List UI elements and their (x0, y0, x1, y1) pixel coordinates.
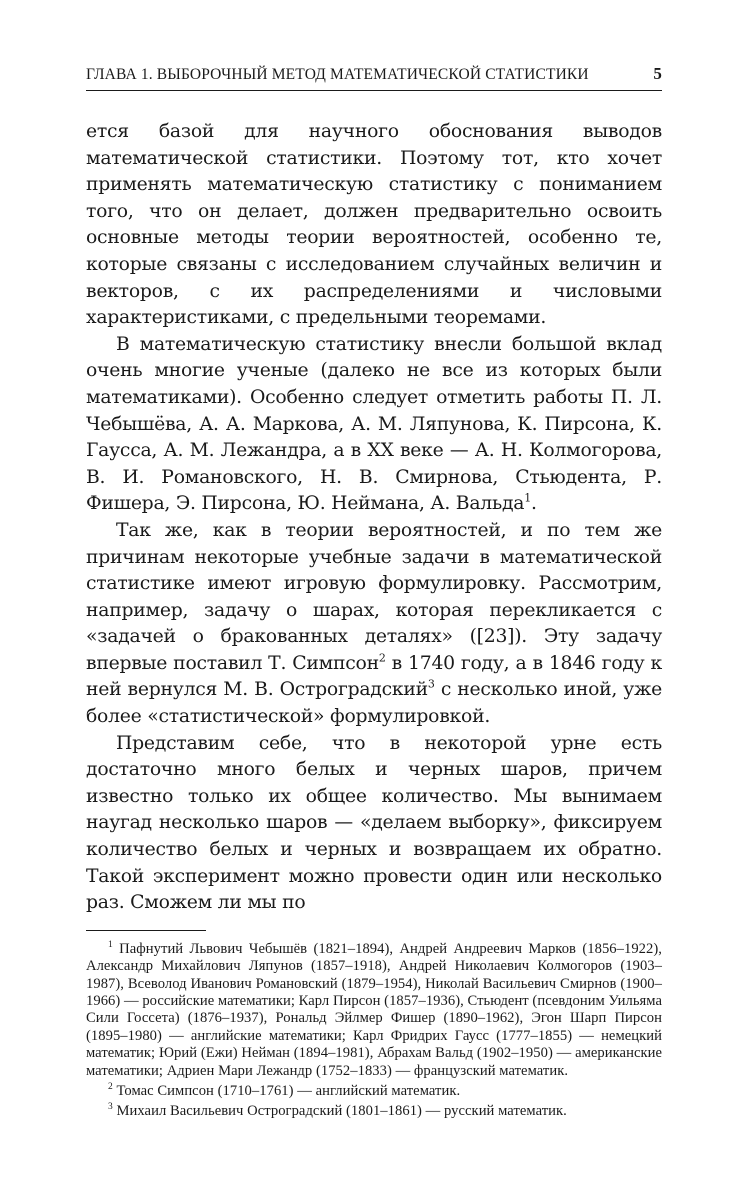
footnote-2-text: Томас Симпсон (1710–1761) — английский математик. (112, 1083, 461, 1100)
paragraph-3-text-b: в 1740 году, а в 1846 году к ней вернулся М. В. Остроградский (86, 652, 662, 701)
paragraph-3-text-a: Так же, как в теории вероятностей, и по тем же причинам некоторые учебные задачи в математической статистике имеют игровую формулировку. Рассмотрим, например, задачу о шарах, которая перекликается с «задачей о бракованных деталях» ([23]). Эту задачу впервые поставил Т. Симпсон (86, 519, 662, 674)
main-text (86, 119, 662, 917)
paragraph-1 (86, 119, 662, 332)
page-number: 5 (653, 64, 662, 83)
footnote-mark-1: 1 (108, 939, 113, 950)
footnote-3-text: Михаил Васильевич Остроградский (1801–1861) — русский математик. (112, 1103, 567, 1120)
footnote-3 (86, 1103, 662, 1120)
footnote-ref-3[interactable]: 3 (427, 678, 435, 692)
footnotes (86, 941, 662, 1121)
paragraph-2-text: В математическую статистику внесли большой вклад очень многие ученые (далеко не все из которых были математиками). Особенно следует отметить работы П. Л. Чебышёва, А. А. Маркова, А. М. Ляпунова, К. Пирсона, К. Гаусса, А. М. Лежандра, а в XX веке — А. Н. Колмогорова, В. И. Романовского, Н. В. Смирнова, Стьюдента, Р. Фишера, Э. Пирсона, Ю. Неймана, А. Вальда (86, 333, 662, 515)
footnote-ref-2[interactable]: 2 (378, 651, 386, 665)
footnote-2 (86, 1083, 662, 1100)
footnote-mark-3: 3 (108, 1102, 113, 1113)
running-header (86, 64, 662, 91)
paragraph-4-text: Представим себе, что в некоторой урне есть достаточно много белых и черных шаров, причем известно только их общее количество. Мы вынимаем наугад несколько шаров — «делаем выборку», фиксируем количество белых и черных и возвращаем их обратно. Такой эксперимент можно провести один или несколько раз. Сможем ли мы по (86, 732, 662, 914)
paragraph-3 (86, 518, 662, 731)
paragraph-1-text: ется базой для научного обоснования выводов математической статистики. Поэтому тот, кто хочет применять математическую статистику с пониманием того, что он делает, должен предварительно освоить основные методы теории вероятностей, особенно те, которые связаны с исследованием случайных величин и векторов, с их распределениями и числовыми характеристиками, с предельными теоремами. (86, 121, 662, 329)
chapter-title: ГЛАВА 1. ВЫБОРОЧНЫЙ МЕТОД МАТЕМАТИЧЕСКОЙ СТАТИСТИКИ (86, 66, 589, 83)
paragraph-2-tail: . (530, 493, 537, 515)
paragraph-4 (86, 731, 662, 917)
footnote-1 (86, 941, 662, 1080)
paragraph-2 (86, 332, 662, 518)
footnote-1-text: Пафнутий Львович Чебышёв (1821–1894), Андрей Андреевич Марков (1856–1922), Александр Михайлович Ляпунов (1857–1918), Андрей Николаевич Колмогоров (1903–1987), Всеволод Иванович Романовский (1879–1954), Николай Васильевич Смирнов (1900–1966) — российские математики; Карл Пирсон (1857–1936), Стьюдент (псевдоним Уильяма Сили Госсета) (1876–1937), Рональд Эйлмер Фишер (1890–1962), Эгон Шарп Пирсон (1895–1980) — английские математики; Карл Фридрих Гаусс (1777–1855) — немецкий математик; Юрий (Ежи) Нейман (1894–1981), Абрахам Вальд (1902–1950) — американские математики; Адриен Мари Лежандр (1752–1833) — французский математик. (86, 940, 663, 1079)
footnote-ref-1[interactable]: 1 (524, 492, 531, 506)
paragraph-3-text-c: с несколько иной, уже более «статистической» формулировкой. (86, 679, 662, 728)
footnote-mark-2: 2 (108, 1082, 113, 1093)
book-page (86, 64, 662, 1124)
footnote-separator (86, 930, 206, 931)
